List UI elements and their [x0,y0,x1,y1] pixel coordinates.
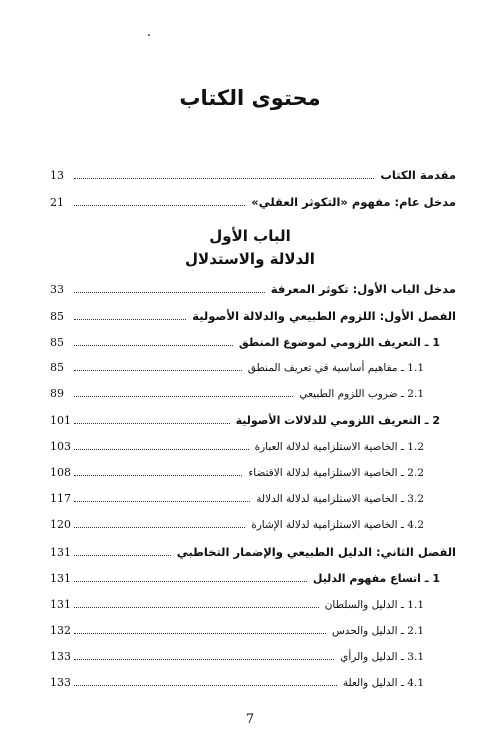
dot-leader [74,607,319,608]
dot-leader [74,449,249,450]
dot-leader [74,423,230,424]
toc-entry[interactable] [50,572,440,592]
toc-entry[interactable] [50,598,424,618]
toc-entry-page: 21 [50,196,64,209]
toc-entry-page: 133 [50,676,71,689]
toc-entry-label: 1.1 ـ الدليل والسلطان [324,599,424,611]
toc-entry-label: 4.2 ـ الخاصية الاستلزامية لدلالة الإشارة [251,519,424,531]
toc-entry[interactable] [50,282,456,302]
dot-leader [74,345,233,346]
toc-entry-label: 4.1 ـ الدليل والعلة [342,677,424,689]
toc-entry[interactable] [50,650,424,670]
toc-entry[interactable] [50,414,440,434]
toc-entry-page: 117 [50,492,71,505]
toc-entry-page: 33 [50,283,64,296]
toc-entry-label: 1.2 ـ الخاصية الاستلزامية لدلالة العبارة [254,441,424,453]
toc-entry-page: 85 [50,336,64,349]
toc-entry[interactable] [50,676,424,696]
toc-entry-label: 3.2 ـ الخاصية الاستلزامية لدلالة الدلالة [256,493,424,505]
toc-entry[interactable] [50,168,456,188]
toc-entry-page: 131 [50,572,71,585]
toc-entry-label: 3.1 ـ الدليل والرأي [340,651,424,663]
dot-leader [74,475,242,476]
toc-entry-page: 85 [50,310,64,323]
toc-entry-page: 103 [50,440,71,453]
toc-entry-label: 1 ـ اتساع مفهوم الدليل [312,572,440,585]
toc-entry-page: 101 [50,414,71,427]
toc-entry-page: 133 [50,650,71,663]
toc-entry-label: الفصل الأول: اللزوم الطبيعي والدلالة الأصولية [192,309,456,323]
toc-entry-label: 2.2 ـ الخاصية الاستلزامية لدلالة الاقتضاء [248,467,424,479]
dot-leader [74,685,337,686]
toc-entry-label: 2 ـ التعريف اللزومي للدلالات الأصولية [235,414,440,427]
dot-leader [74,178,374,179]
toc-entry[interactable] [50,336,440,356]
toc-entry-page: 108 [50,466,71,479]
toc-entry-label: 2.1 ـ الدليل والحدس [331,625,424,637]
toc-entry-label: الفصل الثاني: الدليل الطبيعي والإضمار التخاطبي [176,545,456,559]
toc-entry-label: مدخل الباب الأول: تكوثر المعرفة [270,282,456,296]
toc-entry[interactable] [50,624,424,644]
toc-entry-page: 131 [50,546,71,559]
dot-leader [74,633,326,634]
toc-entry[interactable] [50,387,424,407]
dot-leader [74,555,171,556]
toc-entry-page: 13 [50,169,64,182]
toc-entry-page: 85 [50,361,64,374]
dot-leader [74,205,245,206]
page-number: 7 [245,712,255,727]
dot-leader [74,527,245,528]
toc-entry[interactable] [50,309,456,329]
toc-entry[interactable] [50,466,424,486]
dot-leader [74,501,250,502]
part-subtitle: الدلالة والاستدلال [185,250,315,268]
dot-leader [74,319,186,320]
toc-entry-page: 131 [50,598,71,611]
toc-entry-label: مدخل عام: مفهوم «التكوثر العقلي» [251,195,456,209]
toc-entry[interactable] [50,195,456,215]
toc-entry-page: 132 [50,624,71,637]
dot-leader [74,659,334,660]
toc-entry[interactable] [50,545,456,565]
dot-leader [74,292,265,293]
toc-entry-page: 89 [50,387,64,400]
toc-entry-page: 120 [50,518,71,531]
dot-leader [74,581,307,582]
page-title: محتوى الكتاب [179,86,321,110]
toc-entry-label: 2.1 ـ ضروب اللزوم الطبيعي [299,388,424,400]
toc-entry[interactable] [50,440,424,460]
dot-leader [74,370,242,371]
toc-entry-label: 1.1 ـ مفاهيم أساسية في تعريف المنطق [247,362,424,374]
toc-entry[interactable] [50,518,424,538]
toc-entry-label: 1 ـ التعريف اللزومي لموضوع المنطق [238,336,440,349]
toc-entry[interactable] [50,361,424,381]
toc-entry[interactable] [50,492,424,512]
dot-leader [74,396,293,397]
toc-entry-label: مقدمة الكتاب [380,168,456,182]
part-title: الباب الأول [209,227,291,245]
stray-dot [148,34,150,36]
